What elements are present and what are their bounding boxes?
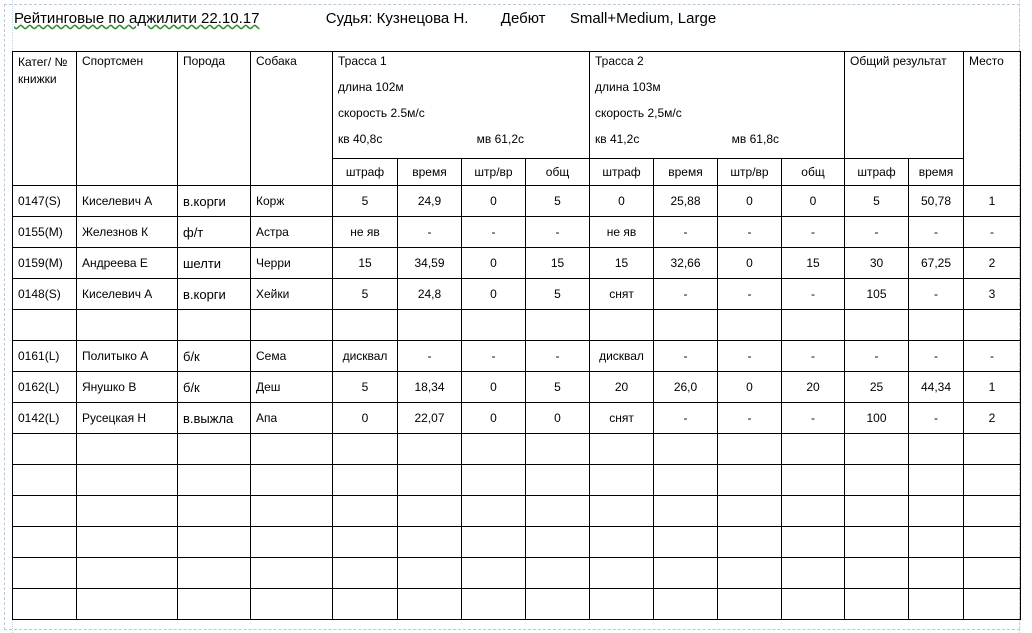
cell-t2-penalty[interactable] xyxy=(590,527,654,558)
cell-category[interactable] xyxy=(13,465,77,496)
cell-athlete[interactable]: Андреева Е xyxy=(77,248,178,279)
class-label[interactable]: Дебют xyxy=(500,10,546,27)
cell-place[interactable]: 1 xyxy=(964,372,1021,403)
track1-name[interactable]: Трасса 1 xyxy=(333,52,590,81)
cell-total-time[interactable] xyxy=(909,589,964,620)
header-breed[interactable]: Порода xyxy=(178,52,251,186)
cell-total-time[interactable] xyxy=(909,496,964,527)
cell-athlete[interactable] xyxy=(77,434,178,465)
cell-t2-timepen[interactable] xyxy=(718,589,782,620)
cell-t2-timepen[interactable] xyxy=(718,527,782,558)
cell-t2-timepen[interactable]: - xyxy=(718,217,782,248)
cell-place[interactable] xyxy=(964,589,1021,620)
cell-t2-penalty[interactable]: не яв xyxy=(590,217,654,248)
cell-total-penalty[interactable] xyxy=(845,434,909,465)
cell-t1-time[interactable] xyxy=(398,589,462,620)
cell-t1-penalty[interactable] xyxy=(333,434,398,465)
cell-place[interactable]: 1 xyxy=(964,186,1021,217)
cell-t2-timepen[interactable] xyxy=(718,434,782,465)
cell-t2-total[interactable]: 0 xyxy=(782,186,845,217)
cell-dog[interactable] xyxy=(251,527,333,558)
cell-t2-penalty[interactable]: снят xyxy=(590,403,654,434)
cell-breed[interactable] xyxy=(178,310,251,341)
cell-breed[interactable]: б/к xyxy=(178,372,251,403)
cell-t1-total[interactable]: 5 xyxy=(526,186,590,217)
cell-t2-timepen[interactable] xyxy=(718,558,782,589)
table-row xyxy=(13,496,1021,527)
cell-place[interactable] xyxy=(964,496,1021,527)
cell-place[interactable] xyxy=(964,527,1021,558)
cell-t2-total[interactable]: - xyxy=(782,341,845,372)
cell-total-penalty[interactable]: - xyxy=(845,217,909,248)
cell-total-time[interactable]: 50,78 xyxy=(909,186,964,217)
cell-category[interactable]: 0161(L) xyxy=(13,341,77,372)
cell-t1-total[interactable]: 5 xyxy=(526,372,590,403)
cell-t2-timepen[interactable]: 0 xyxy=(718,186,782,217)
cell-t2-time[interactable] xyxy=(654,589,718,620)
cell-t2-timepen[interactable] xyxy=(718,496,782,527)
cell-t2-timepen[interactable] xyxy=(718,310,782,341)
cell-athlete[interactable]: Янушко В xyxy=(77,372,178,403)
cell-dog[interactable]: Черри xyxy=(251,248,333,279)
cell-t2-penalty[interactable]: 15 xyxy=(590,248,654,279)
cell-breed[interactable] xyxy=(178,434,251,465)
cell-dog[interactable]: Апа xyxy=(251,403,333,434)
total-time-header[interactable]: время xyxy=(909,159,964,186)
cell-t2-total[interactable] xyxy=(782,465,845,496)
cell-total-time[interactable]: - xyxy=(909,341,964,372)
cell-category[interactable] xyxy=(13,496,77,527)
cell-athlete[interactable]: Киселевич А xyxy=(77,186,178,217)
track2-mv: мв 61,8с xyxy=(731,132,779,146)
header-total[interactable]: Общий результат xyxy=(845,52,964,159)
cell-t2-total[interactable]: - xyxy=(782,217,845,248)
doc-title[interactable]: Рейтинговые по аджилити 22.10.17 xyxy=(14,10,260,27)
cell-dog[interactable] xyxy=(251,434,333,465)
cell-dog[interactable] xyxy=(251,558,333,589)
results-table xyxy=(12,51,1021,620)
cell-t1-time[interactable]: - xyxy=(398,217,462,248)
t1-penalty-header[interactable]: штраф xyxy=(333,159,398,186)
cell-place[interactable]: 2 xyxy=(964,248,1021,279)
cell-total-time[interactable] xyxy=(909,465,964,496)
cell-athlete[interactable] xyxy=(77,465,178,496)
cell-t2-penalty[interactable]: снят xyxy=(590,279,654,310)
cell-place[interactable]: - xyxy=(964,341,1021,372)
cell-t2-total[interactable] xyxy=(782,527,845,558)
cell-t1-timepen[interactable] xyxy=(462,589,526,620)
cell-t2-time[interactable] xyxy=(654,496,718,527)
cell-place[interactable]: 3 xyxy=(964,279,1021,310)
judge-label[interactable]: Судья: Кузнецова Н. xyxy=(325,10,469,27)
cell-total-penalty[interactable]: 25 xyxy=(845,372,909,403)
cell-breed[interactable]: в.корги xyxy=(178,186,251,217)
cell-t1-timepen[interactable] xyxy=(462,434,526,465)
cell-place[interactable] xyxy=(964,558,1021,589)
t1-timepen-header[interactable]: штр/вр xyxy=(462,159,526,186)
track2-length[interactable]: длина 103м xyxy=(590,80,845,106)
table-row xyxy=(13,403,1021,434)
cell-t1-penalty[interactable]: 5 xyxy=(333,372,398,403)
cell-dog[interactable]: Сема xyxy=(251,341,333,372)
cell-t2-timepen[interactable] xyxy=(718,465,782,496)
cell-t1-timepen[interactable]: 0 xyxy=(462,186,526,217)
cell-athlete[interactable] xyxy=(77,310,178,341)
cell-breed[interactable]: б/к xyxy=(178,341,251,372)
cell-place[interactable]: 2 xyxy=(964,403,1021,434)
t2-timepen-header[interactable]: штр/вр xyxy=(718,159,782,186)
document-header xyxy=(14,10,716,27)
cell-breed[interactable] xyxy=(178,527,251,558)
cell-t1-total[interactable] xyxy=(526,496,590,527)
cell-category[interactable] xyxy=(13,310,77,341)
cell-t2-timepen[interactable]: - xyxy=(718,341,782,372)
cell-t2-time[interactable]: 25,88 xyxy=(654,186,718,217)
cell-total-time[interactable] xyxy=(909,434,964,465)
total-penalty-header[interactable]: штраф xyxy=(845,159,909,186)
table-row xyxy=(13,372,1021,403)
cell-t1-penalty[interactable] xyxy=(333,558,398,589)
cell-total-penalty[interactable] xyxy=(845,465,909,496)
cell-t1-time[interactable]: 34,59 xyxy=(398,248,462,279)
track1-kv: кв 40,8с xyxy=(338,132,383,146)
cell-t1-time[interactable] xyxy=(398,465,462,496)
cell-place[interactable] xyxy=(964,434,1021,465)
cell-t1-timepen[interactable]: - xyxy=(462,341,526,372)
track1-speed[interactable]: скорость 2.5м/с xyxy=(333,106,590,132)
header-category[interactable]: Катег/ № книжки xyxy=(13,52,77,186)
track2-name[interactable]: Трасса 2 xyxy=(590,52,845,81)
cell-total-penalty[interactable]: 5 xyxy=(845,186,909,217)
cell-t1-penalty[interactable] xyxy=(333,496,398,527)
cell-t2-penalty[interactable] xyxy=(590,496,654,527)
cell-breed[interactable]: шелти xyxy=(178,248,251,279)
cell-t2-penalty[interactable]: 20 xyxy=(590,372,654,403)
cell-dog[interactable] xyxy=(251,496,333,527)
table-row xyxy=(13,248,1021,279)
cell-t2-time[interactable]: - xyxy=(654,217,718,248)
table-row xyxy=(13,186,1021,217)
cell-dog[interactable] xyxy=(251,465,333,496)
cell-category[interactable]: 0147(S) xyxy=(13,186,77,217)
cell-t1-total[interactable]: - xyxy=(526,341,590,372)
cell-athlete[interactable]: Политыко А xyxy=(77,341,178,372)
cell-total-time[interactable]: - xyxy=(909,403,964,434)
cell-t1-penalty[interactable]: дисквал xyxy=(333,341,398,372)
cell-t1-total[interactable] xyxy=(526,465,590,496)
cell-t1-timepen[interactable]: - xyxy=(462,217,526,248)
cell-t1-penalty[interactable] xyxy=(333,527,398,558)
cell-t1-timepen[interactable]: 0 xyxy=(462,403,526,434)
cell-t2-time[interactable] xyxy=(654,527,718,558)
cell-total-penalty[interactable] xyxy=(845,558,909,589)
t2-total-header[interactable]: общ xyxy=(782,159,845,186)
cell-athlete[interactable] xyxy=(77,496,178,527)
cell-t2-penalty[interactable]: дисквал xyxy=(590,341,654,372)
cell-total-time[interactable] xyxy=(909,558,964,589)
cell-t2-penalty[interactable] xyxy=(590,434,654,465)
cell-t2-total[interactable]: - xyxy=(782,403,845,434)
cell-t2-total[interactable]: 15 xyxy=(782,248,845,279)
table-row xyxy=(13,558,1021,589)
cell-t1-penalty[interactable]: 5 xyxy=(333,279,398,310)
cell-athlete[interactable] xyxy=(77,558,178,589)
cell-t2-penalty[interactable] xyxy=(590,558,654,589)
cell-breed[interactable] xyxy=(178,465,251,496)
table-row xyxy=(13,279,1021,310)
cell-athlete[interactable]: Железнов К xyxy=(77,217,178,248)
cell-category[interactable] xyxy=(13,527,77,558)
cell-t1-time[interactable]: 24,8 xyxy=(398,279,462,310)
table-row xyxy=(13,217,1021,248)
cell-t1-time[interactable] xyxy=(398,527,462,558)
cell-t2-total[interactable] xyxy=(782,589,845,620)
cell-athlete[interactable]: Русецкая Н xyxy=(77,403,178,434)
cell-total-penalty[interactable]: - xyxy=(845,341,909,372)
track2-times[interactable] xyxy=(590,132,845,159)
cell-t1-time[interactable]: 22,07 xyxy=(398,403,462,434)
t1-total-header[interactable]: общ xyxy=(526,159,590,186)
results-body xyxy=(13,186,1021,620)
cell-t2-time[interactable]: - xyxy=(654,341,718,372)
cell-place[interactable] xyxy=(964,310,1021,341)
cell-t1-penalty[interactable]: 15 xyxy=(333,248,398,279)
cell-t1-total[interactable]: 5 xyxy=(526,279,590,310)
track1-mv: мв 61,2с xyxy=(476,132,524,146)
cell-t2-total[interactable] xyxy=(782,558,845,589)
cell-t1-time[interactable]: 24,9 xyxy=(398,186,462,217)
cell-t1-penalty[interactable] xyxy=(333,310,398,341)
t1-time-header[interactable]: время xyxy=(398,159,462,186)
cell-category[interactable]: 0155(M) xyxy=(13,217,77,248)
cell-t1-time[interactable] xyxy=(398,434,462,465)
cell-t1-timepen[interactable] xyxy=(462,558,526,589)
cell-dog[interactable]: Деш xyxy=(251,372,333,403)
cell-category[interactable]: 0162(L) xyxy=(13,372,77,403)
cell-total-time[interactable]: - xyxy=(909,217,964,248)
cell-dog[interactable] xyxy=(251,589,333,620)
cell-t1-penalty[interactable] xyxy=(333,589,398,620)
cell-t1-timepen[interactable] xyxy=(462,527,526,558)
cell-t1-total[interactable] xyxy=(526,310,590,341)
cell-dog[interactable]: Корж xyxy=(251,186,333,217)
track2-kv: кв 41,2с xyxy=(595,132,640,146)
cell-t1-timepen[interactable]: 0 xyxy=(462,372,526,403)
cell-t2-timepen[interactable]: 0 xyxy=(718,372,782,403)
cell-total-time[interactable]: - xyxy=(909,279,964,310)
cell-t1-timepen[interactable]: 0 xyxy=(462,279,526,310)
cell-t1-timepen[interactable] xyxy=(462,496,526,527)
cell-breed[interactable]: в.корги xyxy=(178,279,251,310)
table-row xyxy=(13,465,1021,496)
sizes-label[interactable]: Small+Medium, Large xyxy=(569,10,717,27)
track2-speed[interactable]: скорость 2,5м/с xyxy=(590,106,845,132)
table-row xyxy=(13,527,1021,558)
cell-t2-time[interactable]: - xyxy=(654,279,718,310)
cell-t2-total[interactable]: 20 xyxy=(782,372,845,403)
cell-t1-timepen[interactable]: 0 xyxy=(462,248,526,279)
cell-total-time[interactable]: 67,25 xyxy=(909,248,964,279)
cell-t1-timepen[interactable] xyxy=(462,310,526,341)
cell-t1-time[interactable]: 18,34 xyxy=(398,372,462,403)
cell-category[interactable]: 0159(M) xyxy=(13,248,77,279)
cell-t2-penalty[interactable]: 0 xyxy=(590,186,654,217)
cell-total-penalty[interactable]: 30 xyxy=(845,248,909,279)
cell-t2-total[interactable] xyxy=(782,310,845,341)
cell-total-time[interactable]: 44,34 xyxy=(909,372,964,403)
cell-t2-timepen[interactable]: - xyxy=(718,279,782,310)
cell-breed[interactable] xyxy=(178,589,251,620)
cell-t1-penalty[interactable]: 0 xyxy=(333,403,398,434)
table-row xyxy=(13,589,1021,620)
cell-athlete[interactable] xyxy=(77,589,178,620)
cell-place[interactable]: - xyxy=(964,217,1021,248)
cell-t2-penalty[interactable] xyxy=(590,589,654,620)
cell-place[interactable] xyxy=(964,465,1021,496)
cell-breed[interactable] xyxy=(178,558,251,589)
table-row xyxy=(13,341,1021,372)
t2-penalty-header[interactable]: штраф xyxy=(590,159,654,186)
cell-t2-time[interactable]: 32,66 xyxy=(654,248,718,279)
cell-breed[interactable] xyxy=(178,496,251,527)
cell-total-penalty[interactable]: 105 xyxy=(845,279,909,310)
cell-total-penalty[interactable] xyxy=(845,310,909,341)
cell-total-penalty[interactable] xyxy=(845,496,909,527)
cell-category[interactable] xyxy=(13,558,77,589)
cell-t2-time[interactable]: - xyxy=(654,403,718,434)
cell-total-penalty[interactable]: 100 xyxy=(845,403,909,434)
header-athlete[interactable]: Спортсмен xyxy=(77,52,178,186)
cell-breed[interactable]: ф/т xyxy=(178,217,251,248)
cell-t1-penalty[interactable]: 5 xyxy=(333,186,398,217)
cell-t1-total[interactable] xyxy=(526,589,590,620)
cell-t1-timepen[interactable] xyxy=(462,465,526,496)
cell-t1-total[interactable]: 0 xyxy=(526,403,590,434)
cell-t1-penalty[interactable]: не яв xyxy=(333,217,398,248)
track1-times[interactable] xyxy=(333,132,590,159)
cell-breed[interactable]: в.выжла xyxy=(178,403,251,434)
table-row xyxy=(13,310,1021,341)
cell-t2-penalty[interactable] xyxy=(590,465,654,496)
cell-dog[interactable] xyxy=(251,310,333,341)
cell-t2-timepen[interactable]: 0 xyxy=(718,248,782,279)
cell-t2-time[interactable] xyxy=(654,558,718,589)
cell-t1-total[interactable]: 15 xyxy=(526,248,590,279)
cell-t1-time[interactable] xyxy=(398,310,462,341)
track1-length[interactable]: длина 102м xyxy=(333,80,590,106)
cell-total-time[interactable] xyxy=(909,310,964,341)
header-place[interactable]: Место xyxy=(964,52,1021,186)
cell-t1-total[interactable]: - xyxy=(526,217,590,248)
cell-t1-penalty[interactable] xyxy=(333,465,398,496)
cell-t1-total[interactable] xyxy=(526,558,590,589)
cell-t2-total[interactable] xyxy=(782,434,845,465)
cell-t2-timepen[interactable]: - xyxy=(718,403,782,434)
cell-t1-time[interactable] xyxy=(398,558,462,589)
cell-total-time[interactable] xyxy=(909,527,964,558)
cell-t2-time[interactable] xyxy=(654,434,718,465)
cell-athlete[interactable]: Киселевич А xyxy=(77,279,178,310)
cell-t2-time[interactable] xyxy=(654,465,718,496)
cell-athlete[interactable] xyxy=(77,527,178,558)
cell-t2-total[interactable]: - xyxy=(782,279,845,310)
t2-time-header[interactable]: время xyxy=(654,159,718,186)
cell-t2-penalty[interactable] xyxy=(590,310,654,341)
table-row xyxy=(13,434,1021,465)
cell-t1-time[interactable]: - xyxy=(398,341,462,372)
cell-dog[interactable]: Хейки xyxy=(251,279,333,310)
cell-total-penalty[interactable] xyxy=(845,589,909,620)
cell-category[interactable] xyxy=(13,434,77,465)
cell-t1-time[interactable] xyxy=(398,496,462,527)
cell-t2-time[interactable] xyxy=(654,310,718,341)
cell-category[interactable] xyxy=(13,589,77,620)
cell-t1-total[interactable] xyxy=(526,434,590,465)
cell-dog[interactable]: Астра xyxy=(251,217,333,248)
cell-category[interactable]: 0142(L) xyxy=(13,403,77,434)
cell-category[interactable]: 0148(S) xyxy=(13,279,77,310)
cell-t2-time[interactable]: 26,0 xyxy=(654,372,718,403)
cell-total-penalty[interactable] xyxy=(845,527,909,558)
cell-t2-total[interactable] xyxy=(782,496,845,527)
header-dog[interactable]: Собака xyxy=(251,52,333,186)
cell-t1-total[interactable] xyxy=(526,527,590,558)
